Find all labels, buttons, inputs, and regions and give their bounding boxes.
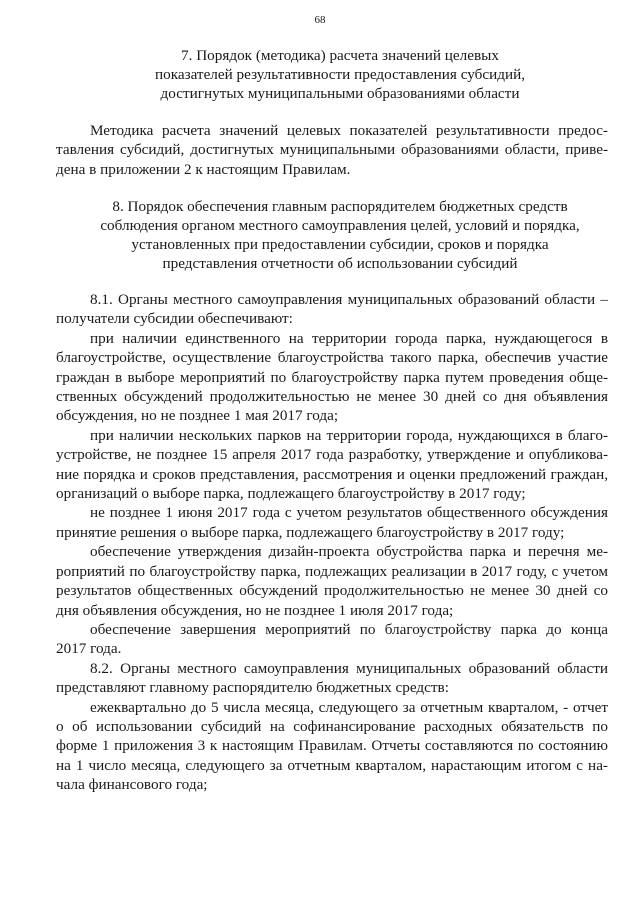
paragraph-line: 2017 года. (56, 640, 122, 658)
paragraph-line: ственных обсуждений продолжительностью не менее 30 дней со дня объявления (56, 388, 608, 406)
paragraph-line: при наличии единственного на территории города парка, нуждающегося в (90, 329, 608, 347)
paragraph-line: благоустройстве, осуществление благоустройства такого парка, обеспечив участие (56, 349, 608, 367)
paragraph-line: форме 1 приложения 3 к настоящим Правилам. Отчеты составляются по состоянию (56, 737, 608, 755)
paragraph-line: 8.1. Органы местного самоуправления муниципальных образований области – (90, 291, 608, 308)
paragraph-line: принятие решения о выборе парка, подлежащего благоустройству в 2017 году; (56, 523, 565, 541)
paragraph-line: дена в приложении 2 к настоящим Правилам. (56, 160, 351, 178)
paragraph-line: дня объявления обсуждения, но не позднее 1 июля 2017 года; (56, 601, 454, 619)
paragraph-line: чала финансового года; (56, 776, 208, 794)
paragraph-line: представляют главному распорядителю бюджетных средств: (56, 679, 449, 697)
paragraph-line: организаций о выборе парка, подлежащего благоустройству в 2017 году; (56, 485, 526, 503)
paragraph-line: ежеквартально до 5 числа месяца, следующего за отчетным кварталом, - отчет (90, 698, 608, 716)
paragraph-line: обеспечение утверждения дизайн-проекта обустройства парка и перечня ме- (90, 543, 608, 561)
paragraph-line: результатов общественных обсуждений продолжительностью не менее 30 дней со (56, 582, 608, 600)
paragraph-line: тавления субсидий, достигнутых муниципальными образованиями области, приве- (56, 141, 608, 159)
section-8-heading (60, 197, 620, 273)
paragraph-line: обеспечение завершения мероприятий по благоустройству парка до конца (90, 620, 608, 638)
section-7-heading (60, 46, 620, 103)
heading-line: представления отчетности об использовании субсидий (162, 255, 518, 272)
page-number: 68 (314, 14, 326, 26)
paragraph-line: получатели субсидии обеспечивают: (56, 310, 293, 328)
paragraph-line: граждан в выборе мероприятий по благоустройству парка путем проведения обще- (56, 368, 608, 386)
heading-line: соблюдения органом местного самоуправления целей, условий и порядка, (100, 217, 580, 234)
heading-line: достигнутых муниципальными образованиями области (160, 85, 520, 102)
paragraph-line: 8.2. Органы местного самоуправления муниципальных образований области (90, 659, 608, 677)
section-7-paragraph (56, 121, 608, 179)
paragraph-line: устройстве, не позднее 15 апреля 2017 года разработку, утверждение и опубликова- (56, 446, 608, 464)
section-8-body (56, 290, 608, 795)
paragraph-line: Методика расчета значений целевых показателей результативности предос- (90, 122, 608, 139)
paragraph-line: на 1 число месяца, следующего за отчетным кварталом, нарастающим итогом с на- (56, 756, 608, 774)
heading-line: показателей результативности предоставления субсидий, (154, 66, 526, 83)
paragraph-line: роприятий по благоустройству парка, подлежащих реализации в 2017 году, с учетом (56, 562, 608, 580)
paragraph-line: не позднее 1 июня 2017 года с учетом результатов общественного обсуждения (90, 504, 608, 522)
paragraph-line: при наличии нескольких парков на территории города, нуждающихся в благо- (90, 426, 608, 444)
heading-line: 8. Порядок обеспечения главным распорядителем бюджетных средств (112, 198, 568, 215)
paragraph-line: обсуждения, но не позднее 1 мая 2017 года; (56, 407, 339, 425)
heading-line: 7. Порядок (методика) расчета значений целевых (181, 47, 499, 64)
paragraph-line: ние порядка и сроков представления, рассмотрения и оценки предложений граждан, (56, 465, 608, 483)
heading-line: установленных при предоставлении субсидии, сроков и порядка (131, 236, 549, 253)
paragraph-line: о об использовании субсидий на софинансирование расходных обязательств по (56, 717, 608, 735)
